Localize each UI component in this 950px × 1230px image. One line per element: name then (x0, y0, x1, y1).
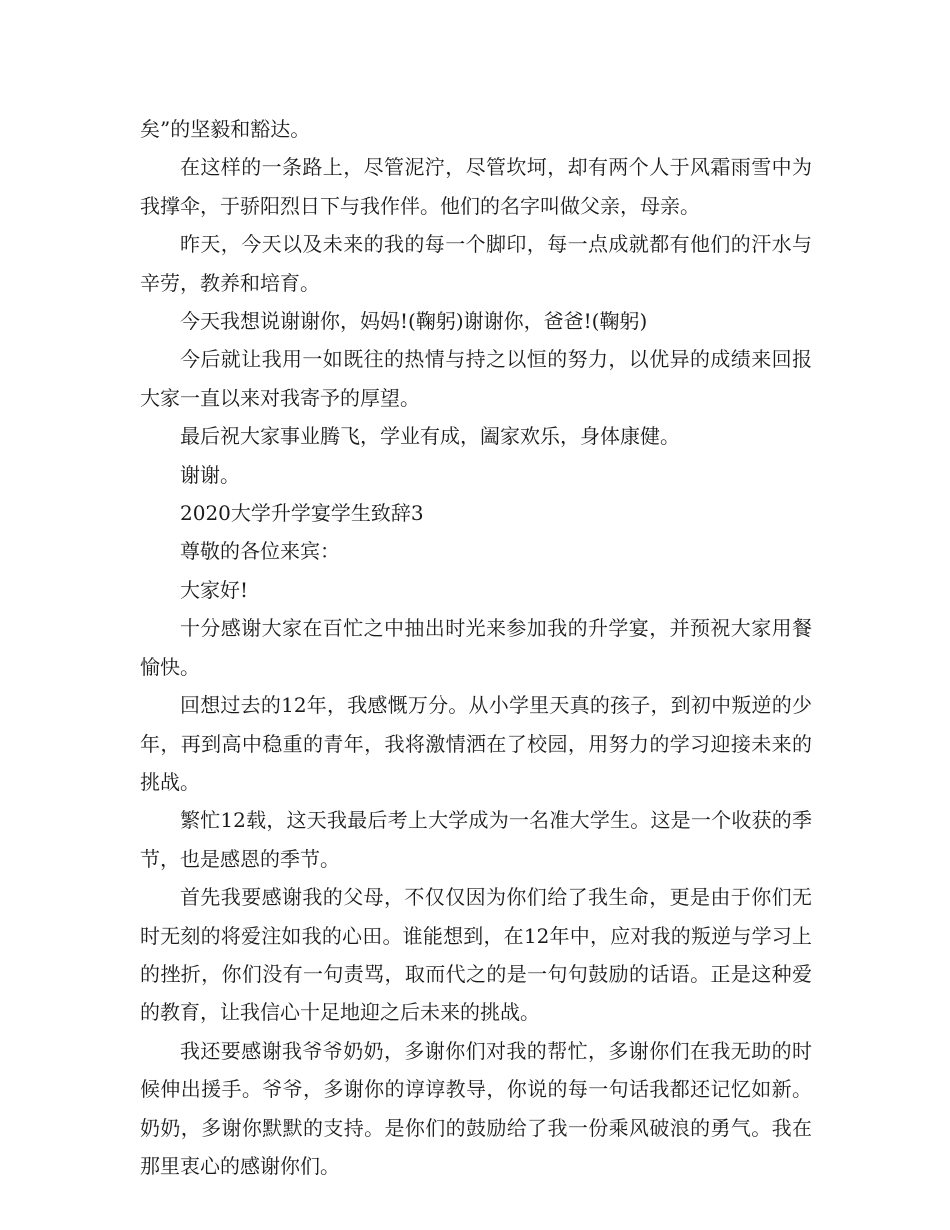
paragraph: 谢谢。 (180, 462, 240, 487)
greeting: 大家好! (180, 577, 249, 602)
paragraph-continuation: 矣”的坚毅和豁达。 (140, 117, 311, 141)
salutation: 尊敬的各位来宾： (180, 539, 340, 564)
paragraph: 回想过去的12年，我感慨万分。从小学里天真的孩子，到初中叛逆的少年，再到高中稳重的青年，我将激情洒在了校园，用努力的学习迎接未来的挑战。 (140, 693, 812, 794)
paragraph: 首先我要感谢我的父母，不仅仅因为你们给了我生命，更是由于你们无时无刻的将爱注如我的心田。谁能想到，在12年中，应对我的叛逆与学习上的挫折，你们没有一句责骂，取而代之的是一句句鼓励的话语。正是这种爱的教育，让我信心十足地迎之后未来的挑战。 (140, 885, 812, 1025)
paragraph: 繁忙12载，这天我最后考上大学成为一名准大学生。这是一个收获的季节，也是感恩的季节。 (140, 808, 812, 871)
paragraph: 最后祝大家事业腾飞，学业有成，阖家欢乐，身体康健。 (180, 424, 680, 449)
paragraph: 今后就让我用一如既往的热情与持之以恒的努力，以优异的成绩来回报大家一直以来对我寄予的厚望。 (140, 347, 812, 410)
paragraph: 在这样的一条路上，尽管泥泞，尽管坎坷，却有两个人于风霜雨雪中为我撑伞，于骄阳烈日下与我作伴。他们的名字叫做父亲，母亲。 (140, 155, 812, 218)
paragraph: 十分感谢大家在百忙之中抽出时光来参加我的升学宴，并预祝大家用餐愉快。 (140, 616, 812, 679)
paragraph: 我还要感谢我爷爷奶奶，多谢你们对我的帮忙，多谢你们在我无助的时候伸出援手。爷爷，多谢你的谆谆教导，你说的每一句话我都还记忆如新。奶奶，多谢你默默的支持。是你们的鼓励给了我一份乘风破浪的勇气。我在那里衷心的感谢你们。 (140, 1038, 812, 1178)
paragraph: 昨天，今天以及未来的我的每一个脚印，每一点成就都有他们的汗水与辛劳，教养和培育。 (140, 232, 812, 295)
document-page (140, 110, 812, 1185)
section-title: 2020大学升学宴学生致辞3 (180, 501, 424, 526)
paragraph: 今天我想说谢谢你，妈妈!(鞠躬)谢谢你，爸爸!(鞠躬) (180, 309, 648, 334)
